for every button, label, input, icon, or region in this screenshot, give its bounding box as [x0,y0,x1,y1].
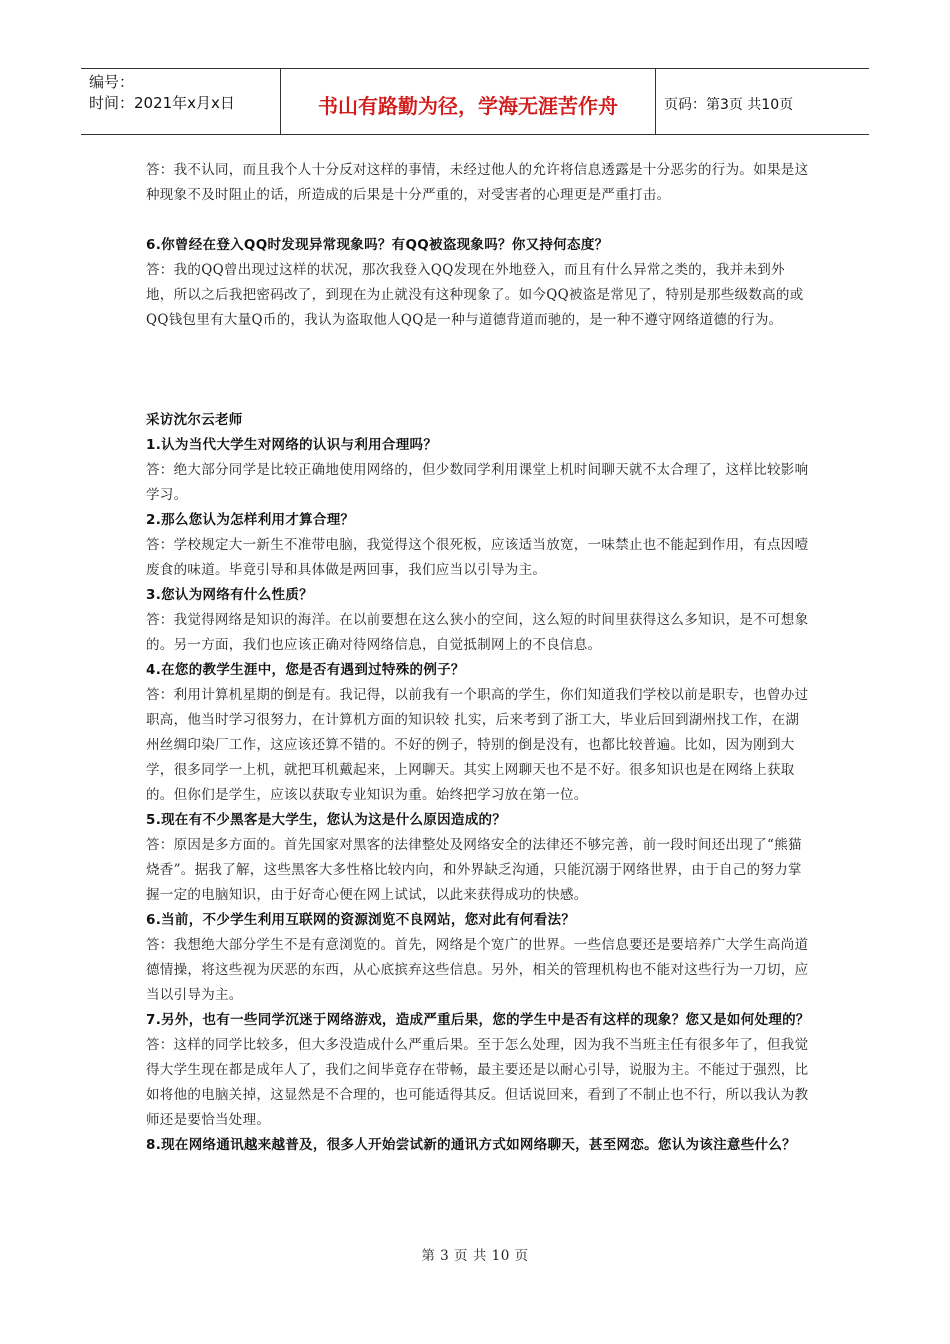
question-heading: 采访沈尔云老师 [146,412,243,428]
question-heading: 6.你曾经在登入QQ时发现异常现象吗？有QQ被盗现象吗？你又持何态度？ [146,237,609,253]
answer-paragraph: 答：原因是多方面的。首先国家对黑客的法律整处及网络安全的法律还不够完善，前一段时间还出现了“熊猫烧香”。据我了解，这些黑客大多性格比较内向，和外界缺乏沟通，只能沉溺于网络世界，由于自己的努力掌握一定的电脑知识，由于好奇心便在网上试试，以此来获得成功的快感。 [146,837,802,903]
answer-paragraph: 答：利用计算机星期的倒是有。我记得，以前我有一个职高的学生，你们知道我们学校以前是职专，也曾办过职高，他当时学习很努力，在计算机方面的知识较 扎实，后来考到了浙工大，毕业后回到湖州找工作，在湖州丝绸印染厂工作，这应该还算不错的。不好的例子，特别的倒是没有，也都比较普遍。比如，因为刚到大学，很多同学一上机，就把耳机戴起来，上网聊天。其实上网聊天也不是不好。很多知识也是在网络上获取的。但你们是学生，应该以获取专业知识为重。始终把学习放在第一位。 [146,687,809,803]
answer-paragraph: 答：这样的同学比较多，但大多没造成什么严重后果。至于怎么处理，因为我不当班主任有很多年了，但我觉得大学生现在都是成年人了，我们之间毕竟存在带畅，最主要还是以耐心引导，说服为主。不能过于强烈，比如将他的电脑关掉，这显然是不合理的，也可能适得其反。但话说回来，看到了不制止也不行，所以我认为教师还是要恰当处理。 [146,1037,809,1128]
page-footer: 第 3 页 共 10 页 [421,1248,529,1264]
header-page-info: 页码：第3页 共10页 [664,96,794,113]
question-heading: 3.您认为网络有什么性质？ [146,587,313,603]
paragraph-spacer [146,208,810,233]
question-heading: 5.现在有不少黑客是大学生，您认为这是什么原因造成的？ [146,812,507,828]
header-meta [81,69,281,134]
question-heading: 8.现在网络通讯越来越普及，很多人开始尝试新的通讯方式如网络聊天，甚至网恋。您认为该注意些什么？ [146,1137,796,1153]
answer-paragraph: 答：我觉得网络是知识的海洋。在以前要想在这么狭小的空间，这么短的时间里获得这么多知识，是不可想象的。另一方面，我们也应该正确对待网络信息，自觉抵制网上的不良信息。 [146,612,809,653]
document-date: 时间：2021年x月x日 [89,94,235,112]
answer-paragraph: 答：我不认同，而且我个人十分反对这样的事情，未经过他人的允许将信息透露是十分恶劣的行为。如果是这种现象不及时阻止的话，所造成的后果是十分严重的，对受害者的心理更是严重打击。 [146,162,809,203]
header-motto: 书山有路勤为径，学海无涯苦作舟 [281,69,656,134]
question-heading: 4.在您的教学生涯中，您是否有遇到过特殊的例子？ [146,662,465,678]
document-body [146,158,810,1158]
question-heading: 2.那么您认为怎样利用才算合理？ [146,512,355,528]
section-spacer [146,333,810,408]
question-heading: 6.当前，不少学生利用互联网的资源浏览不良网站，您对此有何看法？ [146,912,576,928]
answer-paragraph: 答：学校规定大一新生不准带电脑，我觉得这个很死板，应该适当放宽，一味禁止也不能起到作用，有点因噎废食的味道。毕竟引导和具体做是两回事，我们应当以引导为主。 [146,537,809,578]
question-heading: 1.认为当代大学生对网络的认识与利用合理吗？ [146,437,438,453]
answer-paragraph: 答：绝大部分同学是比较正确地使用网络的，但少数同学利用课堂上机时间聊天就不太合理了，这样比较影响学习。 [146,462,809,503]
answer-paragraph: 答：我想绝大部分学生不是有意浏览的。首先，网络是个宽广的世界。一些信息要还是要培养广大学生高尚道德情操，将这些视为厌恶的东西，从心底摈弃这些信息。另外，相关的管理机构也不能对这些行为一刀切，应当以引导为主。 [146,937,809,1003]
question-heading: 7.另外，也有一些同学沉迷于网络游戏，造成严重后果，您的学生中是否有这样的现象？您又是如何处理的？ [146,1012,810,1028]
answer-paragraph: 答：我的QQ曾出现过这样的状况，那次我登入QQ发现在外地登入，而且有什么异常之类的，我并未到外地，所以之后我把密码改了，到现在为止就没有这种现象了。如今QQ被盗是常见了，特别是那些级数高的或QQ钱包里有大量Q币的，我认为盗取他人QQ是一种与道德背道而驰的，是一种不遵守网络道德的行为。 [146,262,804,328]
page-header [81,68,869,135]
document-number-label: 编号： [89,73,135,91]
